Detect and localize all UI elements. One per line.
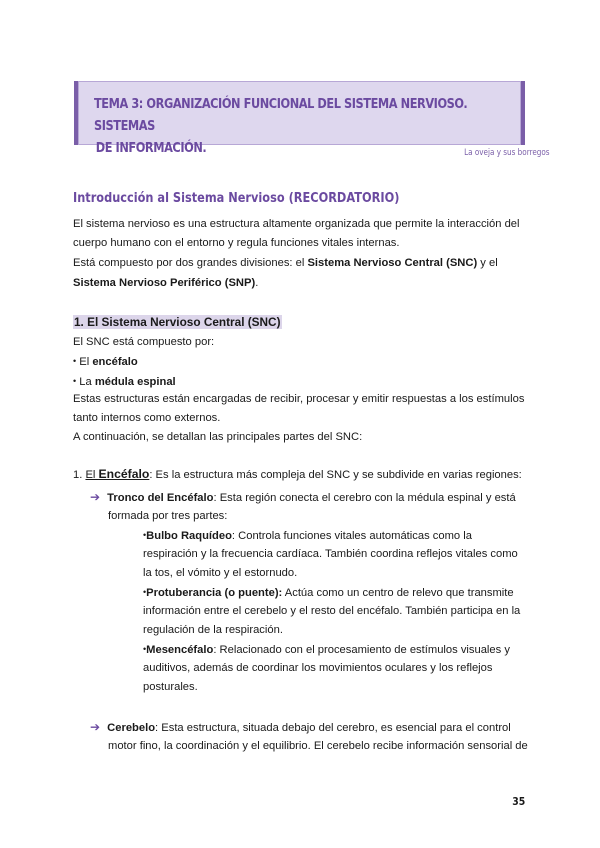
tronco-desc-2: formada por tres partes: xyxy=(108,510,228,522)
protuberancia-desc-2: información entre el cerebelo y el resto del encéfalo. También participa en la xyxy=(143,605,521,617)
section-1-heading-text: 1. El Sistema Nervioso Central (SNC) xyxy=(74,315,281,329)
snp-term: Sistema Nervioso Periférico (SNP) xyxy=(73,277,256,289)
bullet-icon: • xyxy=(143,587,147,597)
encefalo-item xyxy=(73,465,522,485)
protuberancia-desc-3: regulación de la respiración. xyxy=(143,624,283,636)
cerebelo-label: Cerebelo xyxy=(107,722,156,734)
tronco-label: Tronco del Encéfalo xyxy=(107,492,214,504)
bulbo-label: Bulbo Raquídeo xyxy=(146,530,232,542)
encefalo-label: Encéfalo xyxy=(98,467,150,481)
cerebelo-item xyxy=(90,718,511,738)
section-1-para-3: A continuación, se detallan las principales partes del SNC: xyxy=(73,431,363,443)
tronco-desc-1: : Esta región conecta el cerebro con la médula espinal y está xyxy=(213,492,516,504)
list-item-text: La xyxy=(79,376,95,388)
author-credit: La oveja y sus borregos xyxy=(464,148,550,158)
list-item-bold: médula espinal xyxy=(94,376,176,388)
mesencefalo-desc-2: auditivos, además de coordinar los movimientos oculares y los reflejos xyxy=(143,662,493,674)
list-item-text: El xyxy=(79,356,93,368)
intro-line-3 xyxy=(73,254,498,273)
mesencefalo-item xyxy=(143,640,510,660)
intro-line-4-end: . xyxy=(255,277,259,289)
intro-line-3-text: Está compuesto por dos grandes divisiones: el xyxy=(73,257,308,269)
cerebelo-desc-1: : Esta estructura, situada debajo del cerebro, es esencial para el control xyxy=(155,722,511,734)
list-item-encefalo xyxy=(73,352,138,372)
intro-line-3-end: y el xyxy=(477,257,498,269)
bullet-icon: • xyxy=(143,530,147,540)
cerebelo-desc-2: motor fino, la coordinación y el equilibrio. El cerebelo recibe información sensorial de xyxy=(108,740,528,752)
encefalo-number: 1. xyxy=(73,469,83,481)
snc-term: Sistema Nervioso Central (SNC) xyxy=(307,257,478,269)
arrow-right-icon: ➔ xyxy=(90,720,101,734)
title-line-1: TEMA 3: ORGANIZACIÓN FUNCIONAL DEL SISTEMA NERVIOSO. SISTEMAS xyxy=(94,97,468,134)
mesencefalo-label: Mesencéfalo xyxy=(146,644,214,656)
tronco-item xyxy=(90,488,516,508)
bulbo-desc-3: la tos, el vómito y el estornudo. xyxy=(143,567,298,579)
page-number: 35 xyxy=(511,795,525,808)
bulbo-desc-2: respiración y la frecuencia cardíaca. También coordina reflejos vitales como xyxy=(143,548,518,560)
list-item-medula xyxy=(73,372,176,392)
intro-line-2: cuerpo humano con el entorno y regula funciones vitales internas. xyxy=(73,237,400,249)
protuberancia-desc-1: Actúa como un centro de relevo que transmite xyxy=(282,587,514,599)
mesencefalo-desc-3: posturales. xyxy=(143,681,198,693)
bulbo-desc-1: : Controla funciones vitales automáticas como la xyxy=(231,530,472,542)
encefalo-desc: : Es la estructura más compleja del SNC y se subdivide en varias regiones: xyxy=(149,469,522,481)
mesencefalo-desc-1: : Relacionado con el procesamiento de estímulos visuales y xyxy=(213,644,510,656)
bulbo-item xyxy=(143,526,472,546)
intro-line-1: El sistema nervioso es una estructura altamente organizada que permite la interacción del xyxy=(73,218,520,230)
title-line-2: DE INFORMACIÓN. xyxy=(95,141,207,156)
bullet-icon: • xyxy=(143,644,147,654)
intro-line-4 xyxy=(73,274,258,293)
page-title xyxy=(94,94,515,160)
bullet-icon: • xyxy=(73,376,77,386)
section-1-para-2: tanto internos como externos. xyxy=(73,412,221,424)
protuberancia-item xyxy=(143,583,514,603)
bullet-icon: • xyxy=(73,356,77,366)
intro-heading: Introducción al Sistema Nervioso (RECORDATORIO) xyxy=(73,190,400,206)
section-1-heading xyxy=(73,313,282,332)
arrow-right-icon: ➔ xyxy=(90,490,101,504)
encefalo-label-pre: El xyxy=(85,469,99,481)
list-item-bold: encéfalo xyxy=(92,356,138,368)
snc-composed: El SNC está compuesto por: xyxy=(73,336,215,348)
protuberancia-label: Protuberancia (o puente): xyxy=(146,587,283,599)
section-1-para-1: Estas estructuras están encargadas de recibir, procesar y emitir respuestas a los estímulos xyxy=(73,393,525,405)
